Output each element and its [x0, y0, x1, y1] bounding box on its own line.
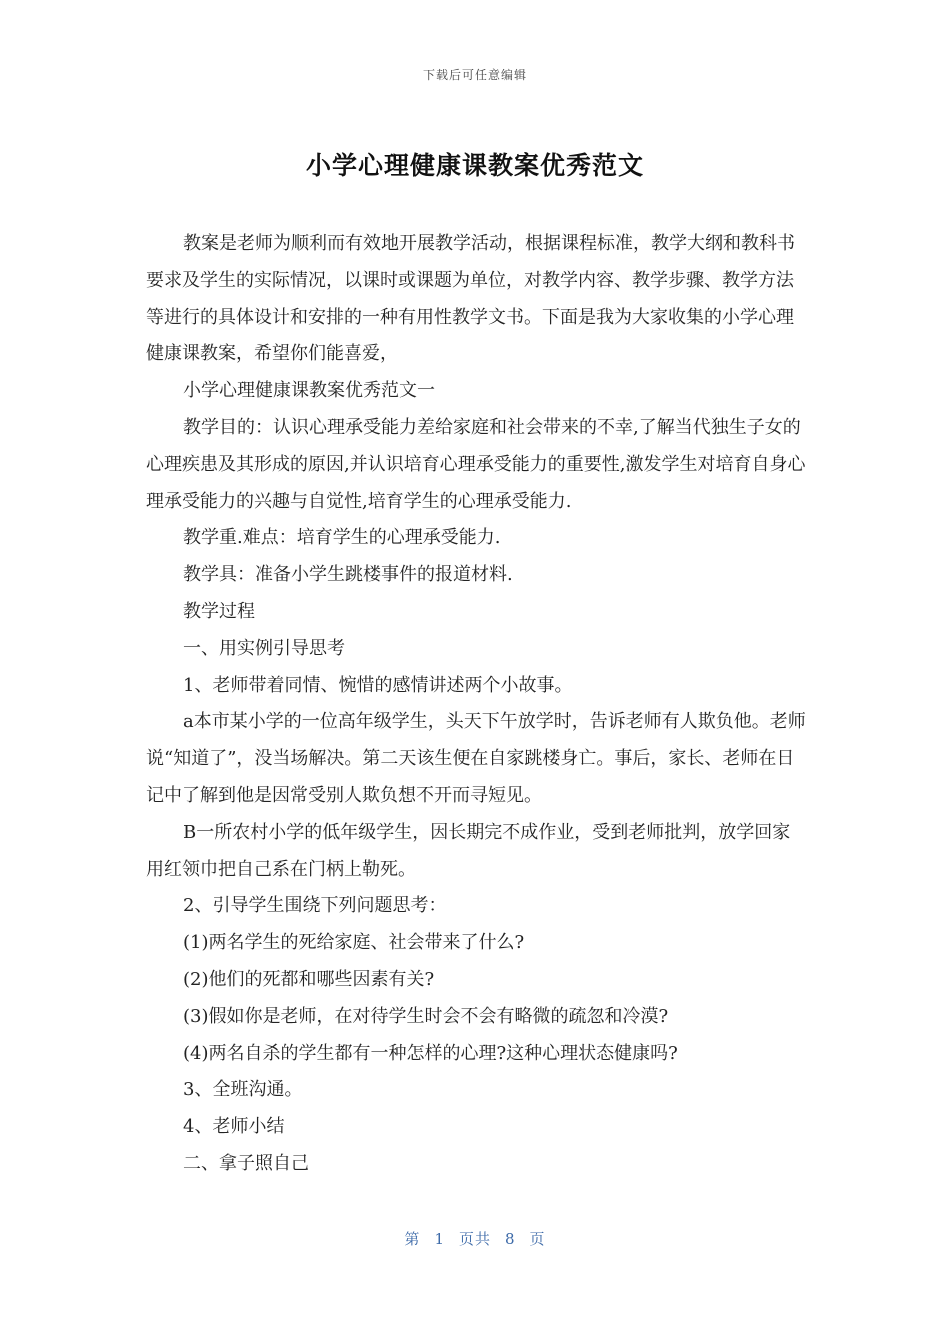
paragraph: (2)他们的死都和哪些因素有关? [183, 968, 435, 990]
footer-page-number: 1 [434, 1230, 445, 1248]
paragraph: 二、拿子照自己 [183, 1152, 309, 1174]
paragraph: (1)两名学生的死给家庭、社会带来了什么? [183, 932, 525, 954]
paragraph: 教学重.难点：培育学生的心理承受能力. [183, 527, 501, 549]
footer-suffix: 页 [529, 1230, 546, 1248]
paragraph: 1、老师带着同情、惋惜的感情讲述两个小故事。 [183, 674, 573, 696]
page-footer [0, 1228, 950, 1249]
document-body [146, 226, 808, 1183]
paragraph: 教学过程 [183, 600, 255, 622]
footer-middle: 页共 [458, 1230, 491, 1248]
paragraph: B一所农村小学的低年级学生，因长期完不成作业，受到老师批判，放学回家用红领巾把自己系在门柄上勒死。 [146, 821, 791, 880]
paragraph: 一、用实例引导思考 [183, 637, 345, 659]
document-title: 小学心理健康课教案优秀范文 [305, 151, 644, 180]
paragraph: a本市某小学的一位高年级学生，头天下午放学时，告诉老师有人欺负他。老师说“知道了”，没当场解决。第二天该生便在自家跳楼身亡。事后，家长、老师在日记中了解到他是因常受别人欺负想不开而寻短见。 [146, 711, 806, 806]
footer-prefix: 第 [404, 1230, 421, 1248]
paragraph: 教案是老师为顺利而有效地开展教学活动，根据课程标准，教学大纲和教科书要求及学生的实际情况，以课时或课题为单位，对教学内容、教学步骤、教学方法等进行的具体设计和安排的一种有用性教学文书。下面是我为大家收集的小学心理健康课教案，希望你们能喜爱， [146, 233, 795, 365]
paragraph: (3)假如你是老师，在对待学生时会不会有略微的疏忽和冷漠? [183, 1005, 669, 1027]
paragraph: 3、全班沟通。 [183, 1079, 303, 1101]
paragraph: 2、引导学生围绕下列问题思考： [183, 895, 447, 917]
paragraph: 4、老师小结 [183, 1116, 285, 1138]
page-header: 下载后可任意编辑 [422, 68, 527, 82]
footer-total-pages: 8 [505, 1230, 516, 1248]
paragraph: 教学具：准备小学生跳楼事件的报道材料. [183, 564, 513, 586]
paragraph: 教学目的：认识心理承受能力差给家庭和社会带来的不幸,了解当代独生子女的心理疾患及其形成的原因,并认识培育心理承受能力的重要性,激发学生对培育自身心理承受能力的兴趣与自觉性,培育学生的心理承受能力. [146, 416, 806, 512]
paragraph: (4)两名自杀的学生都有一种怎样的心理?这种心理状态健康吗? [183, 1042, 678, 1064]
paragraph: 小学心理健康课教案优秀范文一 [183, 380, 435, 402]
